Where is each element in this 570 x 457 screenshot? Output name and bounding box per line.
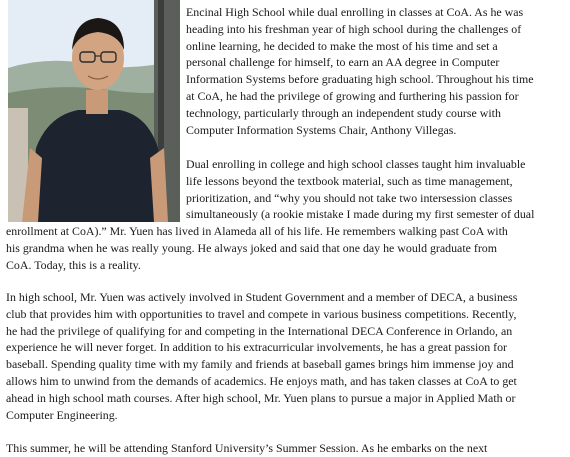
paragraph-line: online learning, he decided to make the most of his time and set a [186, 38, 498, 53]
paragraph-line: enrollment at CoA).” Mr. Yuen has lived in Alameda all of his life. He remembers walking past CoA with [6, 224, 508, 238]
paragraph-line: prioritization, and “why you should not take two intersession classes [186, 190, 513, 205]
paragraph-line: Information Systems before graduating high school. Throughout his time [186, 72, 534, 87]
paragraph-line: club that provides him with opportunities to travel and compete in various business competitions. Recently, [6, 306, 517, 321]
paragraph-line: Computer Information Systems Chair, Anthony Villegas. [186, 122, 457, 137]
paragraph-3 [6, 289, 517, 423]
paragraph-4 [6, 440, 487, 457]
paragraph-2 [186, 156, 534, 223]
paragraph-line: he had the privilege of qualifying for and competing in the International DECA Conference in Orlando, an [6, 323, 513, 338]
paragraph-line: life lessons beyond the textbook material, such as time management, [186, 173, 513, 188]
paragraph-2-continued [6, 223, 508, 273]
paragraph-line: Computer Engineering. [6, 407, 118, 422]
paragraph-1 [186, 4, 534, 138]
paragraph-line: Dual enrolling in college and high school classes taught him invaluable [186, 157, 526, 171]
paragraph-line: This summer, he will be attending Stanford University’s Summer Session. As he embarks on the next [6, 441, 488, 455]
paragraph-line: his grandma when he was really young. He always joked and said that one day he would graduate from [6, 240, 498, 255]
paragraph-line: personal challenge for himself, to earn an AA degree in Computer [186, 55, 500, 70]
paragraph-line: baseball. Spending quality time with my family and friends at baseball games brings him immense joy and [6, 357, 514, 372]
paragraph-line: Encinal High School while dual enrolling in classes at CoA. As he was [186, 5, 524, 19]
portrait-photo [8, 0, 180, 222]
paragraph-line: technology, particularly through an independent study course with [186, 105, 501, 120]
paragraph-line: experience he will never forget. In addition to his extracurricular involvements, he has a great passion for [6, 340, 507, 355]
paragraph-line: In high school, Mr. Yuen was actively involved in Student Government and a member of DECA, a business [6, 290, 518, 304]
paragraph-line: CoA. Today, this is a reality. [6, 257, 141, 272]
portrait-illustration [8, 0, 180, 222]
paragraph-line: simultaneously (a rookie mistake I made during my first semester of dual [186, 207, 535, 222]
paragraph-line: allows him to unwind from the demands of academics. He enjoys math, and has taken classes at CoA to get [6, 373, 517, 388]
paragraph-line: heading into his freshman year of high school during the challenges of [186, 21, 522, 36]
paragraph-line: ahead in high school math courses. After high school, Mr. Yuen plans to pursue a major in Applied Math or [6, 390, 516, 405]
paragraph-line: at CoA, he had the privilege of growing and furthering his passion for [186, 88, 519, 103]
